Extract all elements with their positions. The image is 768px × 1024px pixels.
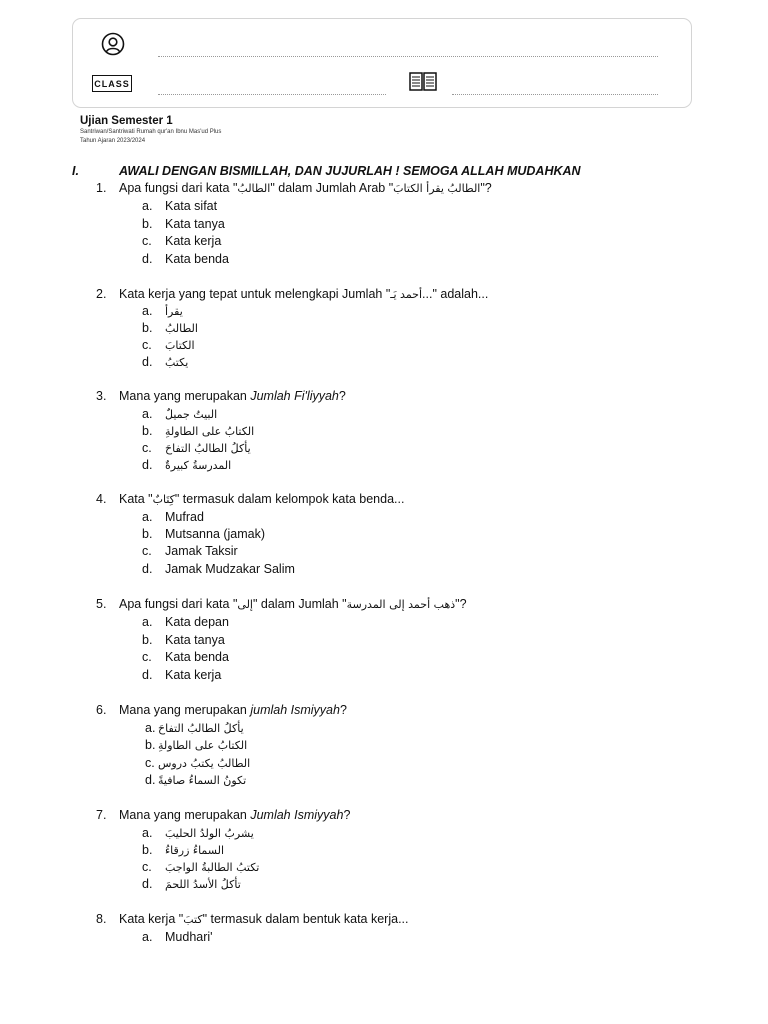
option-1c (142, 234, 221, 248)
option-text: المدرسةُ كبيرةٌ (165, 459, 232, 472)
question-number: 1. (96, 181, 107, 195)
option-text: يقرأ (165, 305, 183, 318)
question-term: Jumlah Ismiyyah (250, 808, 344, 822)
option-3c (142, 441, 251, 455)
option-2a (142, 304, 183, 318)
question-term: Jumlah Fi'liyyah (250, 389, 339, 403)
option-8a (142, 930, 213, 944)
question-7 (96, 808, 350, 822)
option-6d (145, 773, 246, 787)
question-text: Mana yang merupakan (119, 703, 251, 717)
option-letter: c. (145, 756, 155, 770)
option-7d (142, 877, 241, 891)
option-text: تكونُ السماءُ صافيةً (158, 774, 247, 787)
book-icon (408, 70, 438, 92)
question-text: ? (339, 703, 347, 717)
question-text: " dalam Jumlah Arab " (270, 181, 394, 195)
section-number: I. (72, 164, 79, 178)
option-1a (142, 199, 217, 213)
option-3b (142, 424, 254, 438)
option-text: Kata tanya (165, 633, 225, 647)
option-text: الطالبُ (165, 322, 198, 335)
question-number: 4. (96, 492, 107, 506)
question-text: Kata " (119, 492, 153, 506)
question-6 (96, 703, 347, 717)
option-3d (142, 458, 231, 472)
option-6a (145, 721, 244, 735)
question-text: "? (455, 597, 467, 611)
option-text: Jamak Mudzakar Salim (165, 562, 295, 576)
question-text: " termasuk dalam bentuk kata kerja... (202, 912, 409, 926)
option-1d (142, 252, 229, 266)
arabic-sentence: ذهب أحمد إلى المدرسة (346, 598, 456, 611)
option-text: الطالبُ يكتبُ دروس (158, 757, 251, 770)
option-text: يأكلُ الطالبُ التفاحَ (158, 722, 244, 735)
question-term: jumlah Ismiyyah (250, 703, 340, 717)
option-text: Kata benda (165, 650, 229, 664)
option-text: Kata kerja (165, 668, 222, 682)
option-text: الكتابَ (165, 339, 195, 352)
option-letter: c. (142, 234, 152, 248)
option-text: السماءُ زرقاءُ (165, 844, 225, 857)
question-text: " termasuk dalam kelompok kata benda... (174, 492, 405, 506)
question-5 (96, 597, 467, 611)
option-text: يأكلُ الطالبُ التفاحَ (165, 442, 251, 455)
subject-line (452, 94, 658, 95)
option-text: Kata sifat (165, 199, 218, 213)
option-text: Kata depan (165, 615, 229, 629)
option-letter: d. (142, 562, 153, 576)
option-letter: a. (142, 199, 153, 213)
option-6b (145, 738, 247, 752)
option-letter: a. (145, 721, 156, 735)
question-number: 6. (96, 703, 107, 717)
option-letter: c. (142, 338, 152, 352)
option-5c (142, 650, 229, 664)
option-6c (145, 756, 250, 770)
option-letter: b. (142, 424, 153, 438)
question-text: ? (338, 389, 346, 403)
question-1 (96, 181, 492, 195)
option-5b (142, 633, 225, 647)
arabic-sentence: الطالبُ يقرأ الكتابَ (393, 182, 481, 195)
option-2d (142, 355, 188, 369)
option-text: يكتبُ (165, 356, 189, 369)
option-letter: b. (142, 843, 153, 857)
option-letter: d. (142, 252, 153, 266)
option-letter: a. (142, 407, 153, 421)
question-3 (96, 389, 346, 403)
question-text: Mana yang merupakan (119, 389, 251, 403)
option-letter: a. (142, 826, 153, 840)
option-text: يشربُ الولدُ الحليبَ (165, 827, 254, 840)
question-text: Kata kerja " (119, 912, 184, 926)
doc-title: Ujian Semester 1 (80, 115, 173, 127)
option-letter: a. (142, 510, 153, 524)
option-3a (142, 407, 217, 421)
question-text: "? (480, 181, 492, 195)
option-text: البيتُ جميلٌ (165, 408, 218, 421)
question-text: ? (343, 808, 351, 822)
option-text: تأكلُ الأسدُ اللحمَ (165, 878, 241, 891)
question-number: 8. (96, 912, 107, 926)
option-letter: d. (142, 355, 153, 369)
option-1b (142, 217, 225, 231)
arabic-word: الطالبُ (237, 182, 271, 195)
option-letter: b. (142, 217, 153, 231)
question-number: 2. (96, 287, 107, 301)
question-8 (96, 912, 408, 926)
class-logo: CLASS (92, 75, 132, 92)
option-text: Mudhari' (165, 930, 213, 944)
question-text: Apa fungsi dari kata " (119, 597, 238, 611)
arabic-word: كتبَ (183, 913, 203, 926)
class-line (158, 94, 386, 95)
option-letter: c. (142, 860, 152, 874)
option-7c (142, 860, 259, 874)
arabic-word: أحمد يَـ (390, 288, 423, 301)
option-text: Kata tanya (165, 217, 225, 231)
option-text: الكتابُ على الطاولةِ (165, 425, 255, 438)
option-4d (142, 562, 295, 576)
option-4b (142, 527, 265, 541)
name-line (158, 56, 658, 57)
option-letter: b. (142, 321, 153, 335)
option-7b (142, 843, 224, 857)
user-avatar-icon (101, 32, 125, 56)
option-letter: d. (142, 668, 153, 682)
option-letter: b. (145, 738, 156, 752)
option-letter: d. (145, 773, 156, 787)
option-letter: d. (142, 877, 153, 891)
arabic-word: كِتَابٌ (152, 493, 175, 506)
option-letter: b. (142, 527, 153, 541)
option-4c (142, 544, 238, 558)
section-title: AWALI DENGAN BISMILLAH, DAN JUJURLAH ! SEMOGA ALLAH MUDAHKAN (119, 164, 581, 178)
option-letter: b. (142, 633, 153, 647)
option-letter: a. (142, 304, 153, 318)
question-text: Apa fungsi dari kata " (119, 181, 238, 195)
question-number: 5. (96, 597, 107, 611)
option-letter: c. (142, 441, 152, 455)
question-text: Kata kerja yang tepat untuk melengkapi Jumlah " (119, 287, 391, 301)
option-letter: a. (142, 930, 153, 944)
arabic-word: إلى (237, 598, 253, 611)
option-letter: d. (142, 458, 153, 472)
question-text: ..." adalah... (422, 287, 489, 301)
option-text: Mutsanna (jamak) (165, 527, 266, 541)
option-letter: c. (142, 544, 152, 558)
option-text: تكتبُ الطالبةُ الواجبَ (165, 861, 260, 874)
option-text: Kata benda (165, 252, 229, 266)
question-2 (96, 287, 488, 301)
question-number: 3. (96, 389, 107, 403)
option-4a (142, 510, 204, 524)
question-text: " dalam Jumlah " (252, 597, 347, 611)
question-text: Mana yang merupakan (119, 808, 251, 822)
question-4 (96, 492, 404, 506)
option-text: Jamak Taksir (165, 544, 238, 558)
option-letter: a. (142, 615, 153, 629)
option-text: الكتابُ على الطاولةِ (158, 739, 248, 752)
option-5a (142, 615, 229, 629)
option-text: Kata kerja (165, 234, 222, 248)
option-text: Mufrad (165, 510, 204, 524)
option-7a (142, 826, 254, 840)
option-5d (142, 668, 221, 682)
question-number: 7. (96, 808, 107, 822)
option-2c (142, 338, 195, 352)
option-2b (142, 321, 198, 335)
option-letter: c. (142, 650, 152, 664)
doc-subtitle-1: Santriwan/Santriwati Rumah qur'an Ibnu Mas'ud Plus (80, 129, 222, 135)
doc-subtitle-2: Tahun Ajaran 2023/2024 (80, 138, 146, 144)
